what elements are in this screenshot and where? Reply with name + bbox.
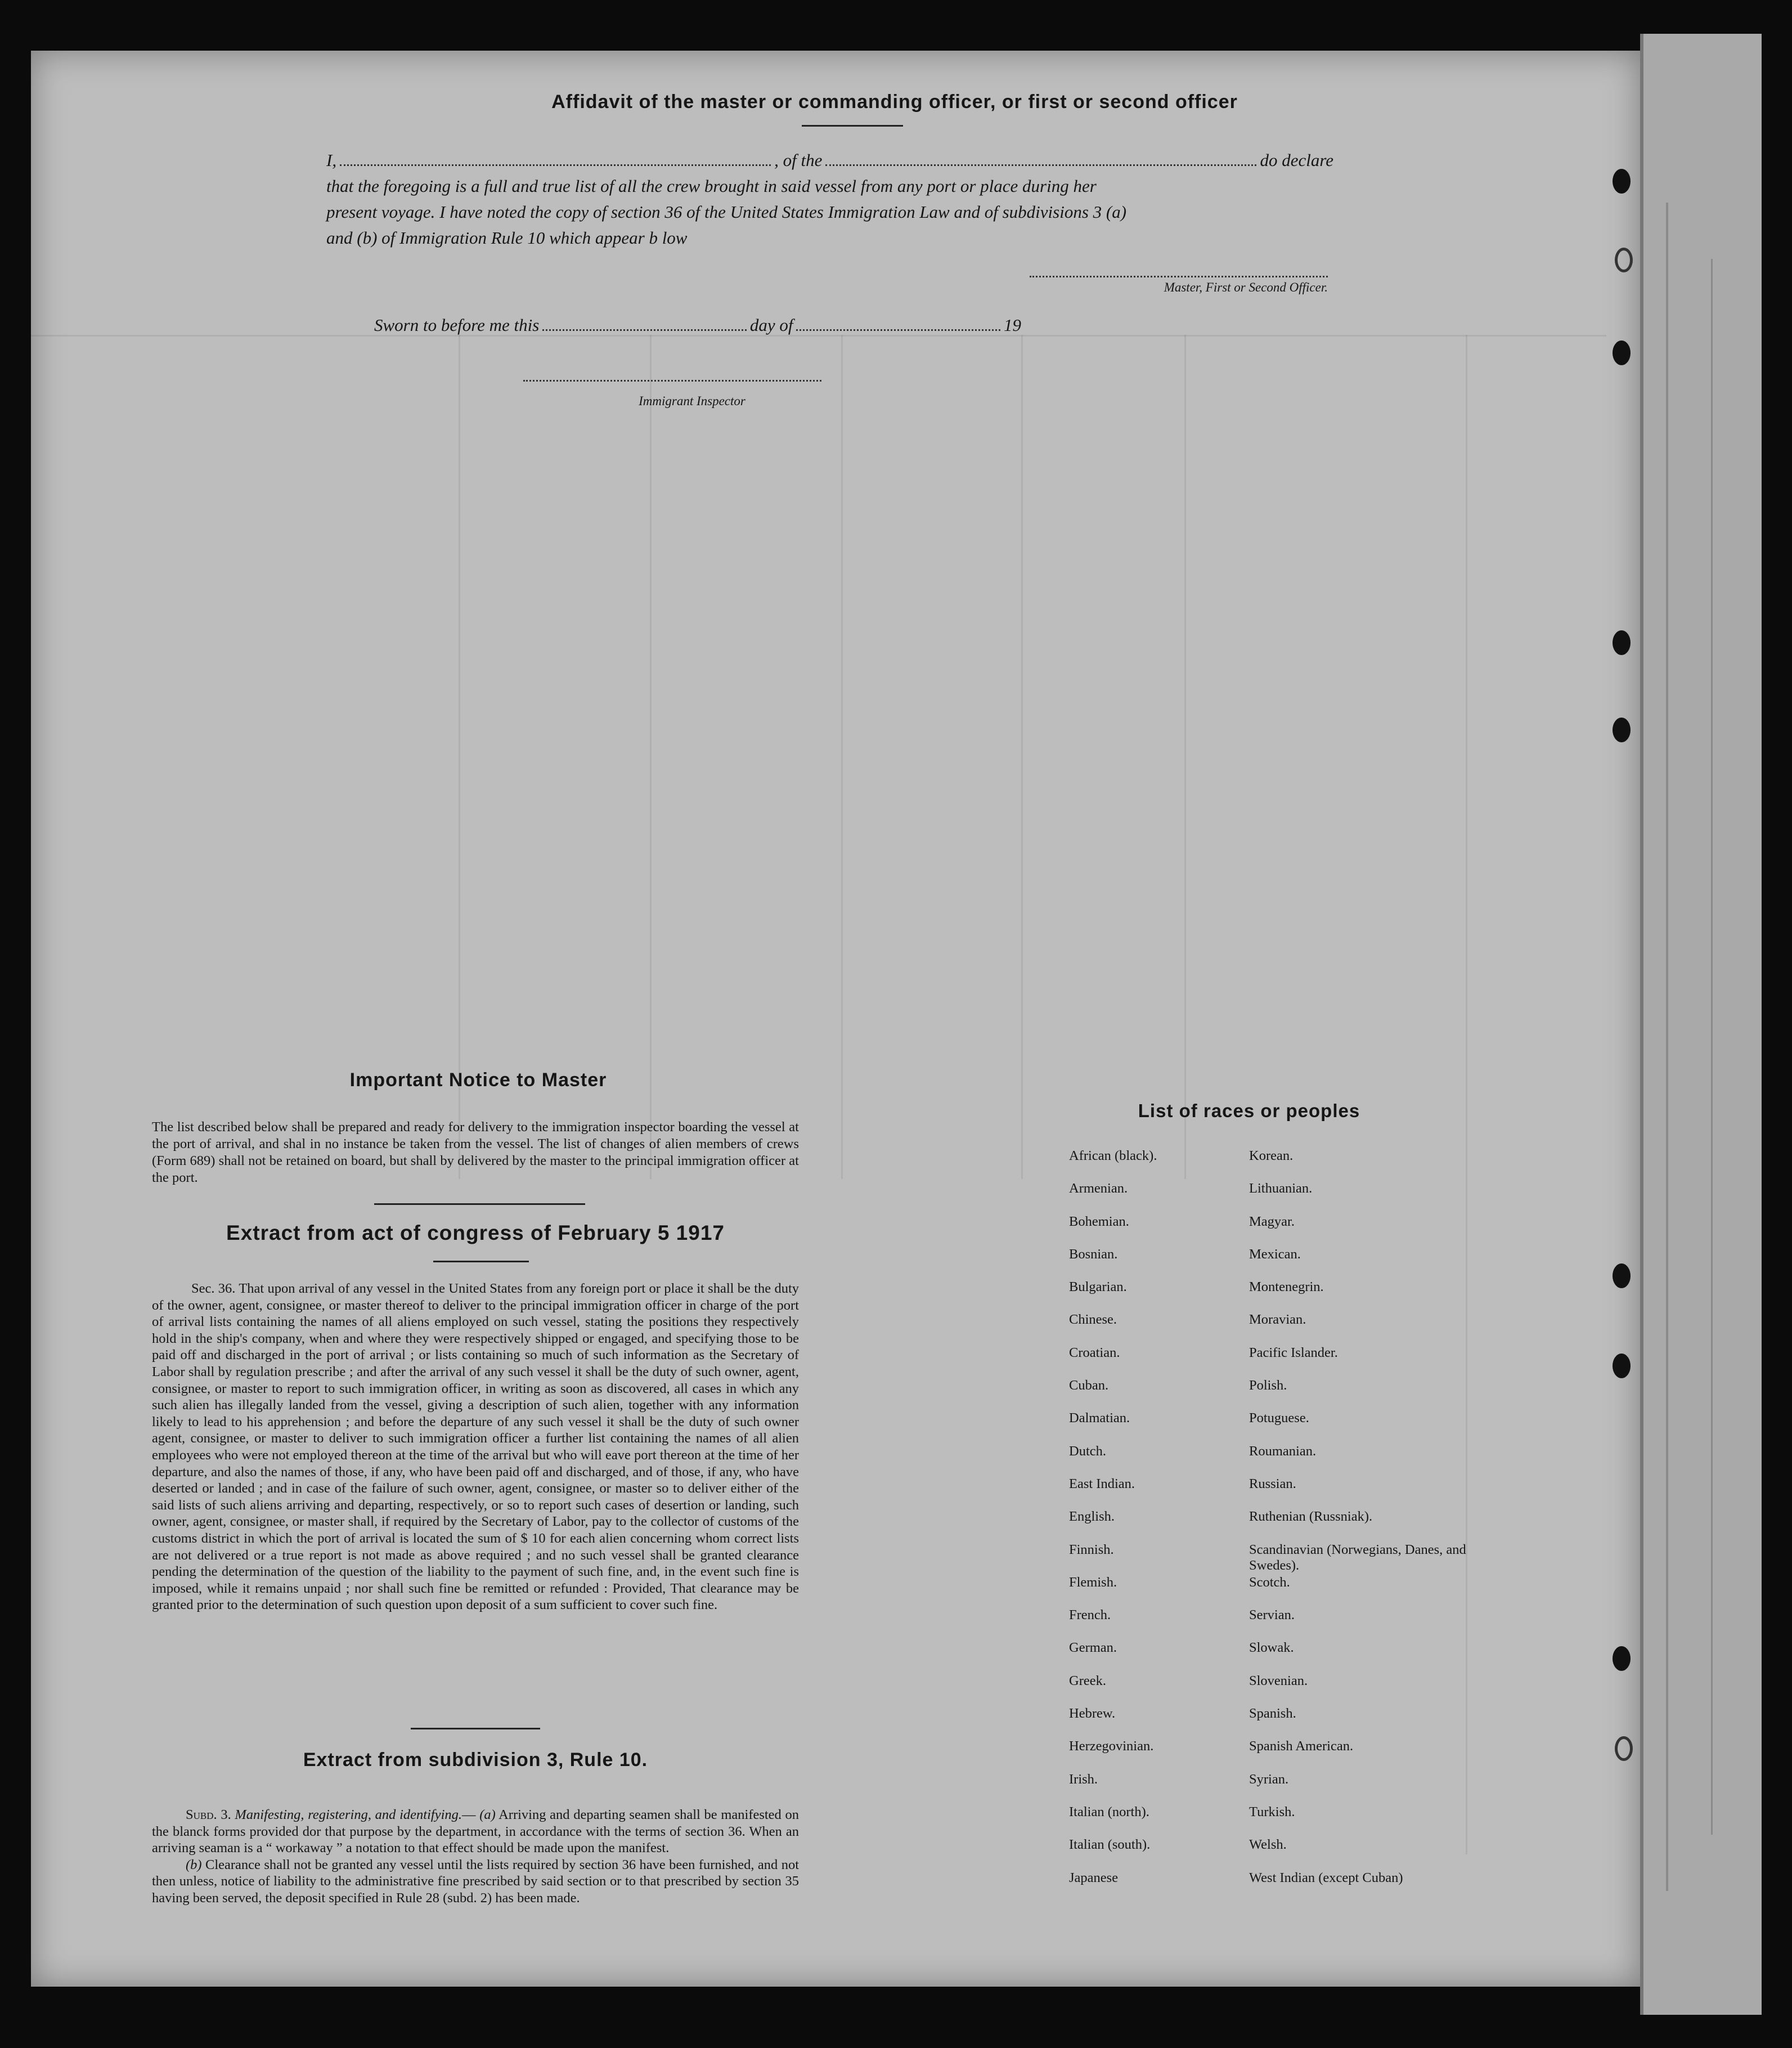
race-row (1069, 1509, 1497, 1541)
declarant-label: I, (326, 150, 337, 170)
notice-body: The list described below shall be prepared and ready for delivery to the immigration inspector boarding the vessel at the port of arrival, and shal in no instance be taken from the vessel. The list of changes of alien members of crews (Form 689) shall not be retained on board, but shall by delivered by the master to the principal immigration officer at the port. (152, 1119, 799, 1185)
race-row (1069, 1279, 1497, 1312)
race-row (1069, 1345, 1497, 1378)
declaration-line (326, 147, 1333, 173)
section-body: That upon arrival of any vessel in the United States from any foreign port or place it shall be the duty of the owner, agent, consignee, or master thereof to deliver to the principal immigration officer in charge of the port of arrival lists containing the names of all aliens employed on such vessel, stating the positions they respectively hold in the ship's company, when and where they were respectively shipped or engaged, and specifying those to be paid off and discharged in the port of arrival ; or lists containing so much of such information as the Secretary of Labor shall by regulation prescribe ; and after the arrival of any such vessel it shall be the duty of such owner, agent, consignee, or master to report to such immigration officer, in writing as soon as discovered, all cases in which any such alien has illegally landed from the vessel, giving a description of such alien, together with any information likely to lead to his apprehension ; and before the departure of any such vessel it shall be the duty of such owner agent, consignee, or master to deliver to such immigration officer a further list containing the names of all alien employees who were not employed thereon at the time of the arrival but who will eave port thereon at the time of her departure, and also the names of those, if any, who have been paid off and discharged, and of those, if any, who have deserted or landed ; and in case of the failure of such owner, agent, consignee, or master so to deliver either of the said lists of such aliens arriving and departing, respectively, or so to report such cases of desertion or landing, such owner, agent, consignee, or master shall, if required by the Secretary of Labor, pay to the collector of customs of the customs district in which the port of arrival is located the sum of $ 10 for each alien concerning whom correct lists are not delivered or a true report is not made as above required ; and no such vessel shall be granted clearance pending the determination of the question of the liability to the payment of such fine, and, in the event such fine is imposed, while it remains unpaid ; nor shall such fine be remitted or refunded : Provided, That clearance may be granted prior to the determination of such question upon deposit of a sum sufficient to cover such fine. (152, 1281, 799, 1613)
race-row (1069, 1607, 1497, 1640)
race-entry: Moravian. (1249, 1312, 1306, 1328)
race-entry: French. (1069, 1607, 1111, 1623)
race-entry: African (black). (1069, 1148, 1157, 1163)
race-row (1069, 1378, 1497, 1410)
sworn-line (374, 315, 1021, 335)
race-entry: Magyar. (1249, 1213, 1295, 1229)
year-label: 19 (1004, 315, 1021, 335)
inspector-signature-label: Immigrant Inspector (639, 394, 745, 408)
race-entry: Greek. (1069, 1673, 1106, 1688)
race-row (1069, 1870, 1497, 1903)
race-row (1069, 1247, 1497, 1279)
race-row (1069, 1673, 1497, 1706)
master-signature-field[interactable] (1030, 276, 1328, 277)
race-entry: Croatian. (1069, 1345, 1120, 1360)
race-entry: Chinese. (1069, 1312, 1117, 1328)
extract-act-title: Extract from act of congress of February 5 1917 (226, 1221, 725, 1244)
notice-divider (374, 1203, 585, 1205)
race-entry: Welsh. (1249, 1837, 1287, 1853)
race-entry: Flemish. (1069, 1574, 1117, 1590)
race-row (1069, 1542, 1497, 1575)
race-row (1069, 1476, 1497, 1509)
para-a-text: Arriving and departing seamen shall be manifested on the blanck forms provided dor that purpose by the department, in accordance with the terms of section 36. When an arriving seaman is a “ workaway ” a notation to that effect should be made upon the manifest. (152, 1807, 799, 1856)
race-row (1069, 1444, 1497, 1476)
race-row (1069, 1181, 1497, 1213)
sworn-month-field[interactable] (796, 329, 1000, 331)
race-entry: Syrian. (1249, 1771, 1289, 1787)
declaration-text-3: and (b) of Immigration Rule 10 which appear b low (326, 228, 688, 248)
race-entry: Polish. (1249, 1378, 1287, 1393)
race-row (1069, 1640, 1497, 1673)
race-entry: Bosnian. (1069, 1246, 1118, 1262)
extract-rule-title: Extract from subdivision 3, Rule 10. (303, 1749, 648, 1771)
race-entry: Servian. (1249, 1607, 1295, 1623)
race-entry: Hebrew. (1069, 1706, 1116, 1722)
binder-hole (1615, 248, 1633, 272)
race-entry: Mexican. (1249, 1246, 1301, 1262)
subdivision-3-text: Subd. 3. Manifesting, registering, and identifying.— (a) Arriving and departing seamen shall be manifested on the blanck forms provided dor that purpose by the department, in accordance with the terms of section 36. When an arriving seaman is a “ workaway ” a notation to that effect should be made upon the manifest. (b) Clearance shall not be granted any vessel until the lists required by section 36 have been furnished, and not then unless, notice of liability to the administrative fine prescribed by said section or to that prescribed by section 35 having been served, the deposit specified in Rule 28 (subd. 2) has been made. (152, 1807, 800, 1906)
race-entry: Irish. (1069, 1771, 1098, 1787)
race-entry: Italian (south). (1069, 1837, 1151, 1853)
race-entry: Slovenian. (1249, 1673, 1308, 1688)
declaration-text-1: that the foregoing is a full and true list of all the crew brought in said vessel from any port or place during her (326, 176, 1097, 196)
race-row (1069, 1575, 1497, 1607)
race-entry: Cuban. (1069, 1378, 1109, 1393)
binder-hole (1613, 1646, 1631, 1671)
race-row (1069, 1410, 1497, 1443)
race-row (1069, 1214, 1497, 1247)
race-entry: Bohemian. (1069, 1213, 1129, 1229)
race-row (1069, 1312, 1497, 1345)
race-entry: German. (1069, 1640, 1117, 1656)
race-entry: Slowak. (1249, 1640, 1294, 1656)
binder-hole (1613, 169, 1631, 194)
race-row (1069, 1148, 1497, 1181)
inspector-signature-field[interactable] (523, 380, 821, 382)
declare-label: do declare (1260, 150, 1334, 170)
race-entry: Scotch. (1249, 1574, 1290, 1590)
race-entry: East Indian. (1069, 1476, 1135, 1491)
master-signature-label: Master, First or Second Officer. (1164, 280, 1328, 294)
race-entry: Montenegrin. (1249, 1279, 1324, 1295)
race-entry: Dutch. (1069, 1443, 1106, 1459)
subd-label: Subd. 3. (186, 1807, 231, 1822)
extract-act-divider (433, 1261, 529, 1262)
race-entry: Armenian. (1069, 1181, 1128, 1196)
underlying-page-edge (1640, 34, 1762, 2015)
day-of-label: day of (749, 315, 793, 335)
affidavit-declaration (326, 147, 1333, 251)
race-entry: Roumanian. (1249, 1443, 1317, 1459)
race-entry: Spanish American. (1249, 1738, 1354, 1754)
race-entry: Pacific Islander. (1249, 1345, 1338, 1360)
section-36-text (152, 1280, 799, 1614)
race-entry: Herzegovinian. (1069, 1738, 1154, 1754)
race-entry: Ruthenian (Russniak). (1249, 1509, 1373, 1525)
race-entry: Potuguese. (1249, 1410, 1309, 1426)
binder-hole (1613, 1263, 1631, 1288)
para-b-label: (b) (186, 1857, 202, 1872)
race-row (1069, 1706, 1497, 1738)
race-entry: Bulgarian. (1069, 1279, 1127, 1295)
section-divider (411, 1728, 540, 1729)
race-row (1069, 1772, 1497, 1804)
race-entry: Japanese (1069, 1870, 1119, 1885)
race-entry: Lithuanian. (1249, 1181, 1313, 1196)
sworn-label: Sworn to before me this (374, 315, 540, 335)
races-list (1069, 1148, 1497, 1903)
affidavit-title: Affidavit of the master or commanding officer, or first or second officer (551, 91, 1238, 113)
race-entry: Russian. (1249, 1476, 1296, 1491)
sworn-day-field[interactable] (542, 329, 747, 331)
vessel-name-field[interactable] (825, 164, 1256, 166)
binder-hole (1615, 1736, 1633, 1761)
notice-title: Important Notice to Master (349, 1069, 607, 1091)
race-row (1069, 1837, 1497, 1870)
race-entry: Korean. (1249, 1148, 1294, 1163)
binder-hole (1613, 718, 1631, 742)
race-entry: West Indian (except Cuban) (1249, 1870, 1403, 1885)
race-entry: Italian (north). (1069, 1804, 1149, 1820)
binder-hole (1613, 340, 1631, 365)
para-b-text: Clearance shall not be granted any vessel until the lists required by section 36 have been furnished, and not then unless, notice of liability to the administrative fine prescribed by said section or to that prescribed by section 35 having been served, the deposit specified in Rule 28 (subd. 2) has been made. (152, 1857, 800, 1906)
race-row (1069, 1738, 1497, 1771)
races-list-title: List of races or peoples (1138, 1100, 1360, 1121)
race-entry: Spanish. (1249, 1706, 1296, 1722)
title-underline (802, 125, 903, 127)
vessel-label: , of the (774, 150, 823, 170)
race-entry: Scandinavian (Norwegians, Danes, and Swedes). (1249, 1541, 1466, 1573)
para-a-label: (a) (479, 1807, 496, 1822)
binder-hole (1613, 1354, 1631, 1378)
race-entry: Finnish. (1069, 1541, 1114, 1557)
subd-heading: Manifesting, registering, and identifying. (235, 1807, 462, 1822)
binder-hole (1613, 630, 1631, 655)
race-entry: Turkish. (1249, 1804, 1295, 1820)
race-entry: Dalmatian. (1069, 1410, 1130, 1426)
section-label: Sec. 36. (191, 1281, 236, 1296)
declaration-text-2: present voyage. I have noted the copy of section 36 of the United States Immigration Law and of subdivisions 3 (a) (326, 202, 1127, 222)
declarant-name-field[interactable] (340, 164, 771, 166)
race-row (1069, 1804, 1497, 1837)
race-entry: English. (1069, 1509, 1115, 1525)
